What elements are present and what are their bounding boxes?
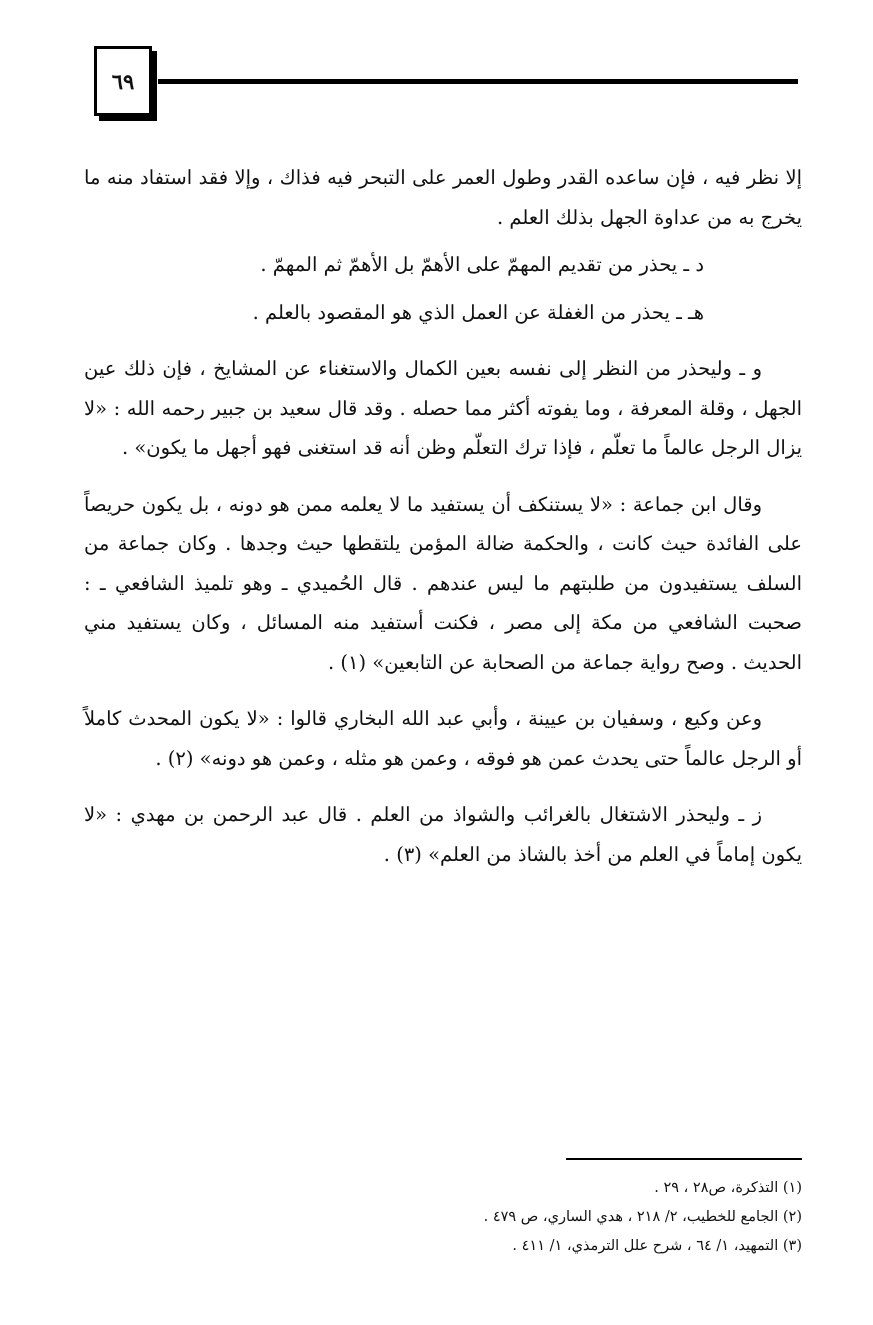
paragraph-7: ز ـ وليحذر الاشتغال بالغرائب والشواذ من العلم . قال عبد الرحمن بن مهدي : «لا يكون إماماً في العلم من أخذ بالشاذ من العلم» (٣) .: [84, 803, 802, 866]
paragraph-3: هـ ـ يحذر من الغفلة عن العمل الذي هو المقصود بالعلم .: [252, 300, 704, 324]
paragraph-2: د ـ يحذر من تقديم المهمّ على الأهمّ بل الأهمّ ثم المهمّ .: [260, 253, 704, 276]
footnote-2: (٢) الجامع للخطيب، ٢/ ٢١٨ ، هدي الساري، ص ٤٧٩ .: [483, 1209, 802, 1225]
paragraph-6: وعن وكيع ، وسفيان بن عيينة ، وأبي عبد الله البخاري قالوا : «لا يكون المحدث كاملاً أو الرجل عالماً حتى يحدث عمن هو فوقه ، وعمن هو مثله ، وعمن هو دونه» (٢) .: [84, 707, 802, 770]
main-text: [84, 158, 802, 874]
header-rule: [158, 79, 798, 84]
footnote-3: (٣) التمهيد، ١/ ٦٤ ، شرح علل الترمذي، ١/ ٤١١ .: [512, 1238, 802, 1254]
footnotes: [84, 1158, 802, 1261]
page-number: ٦٩: [111, 68, 135, 94]
paragraph-4: و ـ وليحذر من النظر إلى نفسه بعين الكمال والاستغناء عن المشايخ ، فإن ذلك عين الجهل ، وقلة المعرفة ، وما يفوته أكثر مما حصله . وقد قال سعيد بن جبير رحمه الله : «لا يزال الرجل عالماً ما تعلّم ، فإذا ترك التعلّم وظن أنه قد استغنى فهو أجهل ما يكون» .: [84, 357, 802, 459]
paragraph-1: إلا نظر فيه ، فإن ساعده القدر وطول العمر على التبحر فيه فذاك ، وإلا فقد استفاد منه ما يخرج به من عداوة الجهل بذلك العلم .: [84, 166, 802, 229]
paragraph-5: وقال ابن جماعة : «لا يستنكف أن يستفيد ما لا يعلمه ممن هو دونه ، بل يكون حريصاً على الفائدة حيث كانت ، والحكمة ضالة المؤمن يلتقطها حيث وجدها . وكان جماعة من السلف يستفيدون من طلبتهم ما ليس عندهم . قال الحُميدي ـ وهو تلميذ الشافعي ـ : صحبت الشافعي من مكة إلى مصر ، فكنت أستفيد منه المسائل ، وكان يستفيد مني الحديث . وصح رواية جماعة من الصحابة عن التابعين» (١) .: [84, 492, 802, 674]
page-header: [94, 46, 798, 126]
footnote-1: (١) التذكرة، ص٢٨ ، ٢٩ .: [654, 1180, 802, 1196]
footnote-list: [84, 1174, 802, 1261]
page-number-box: [94, 46, 152, 116]
footnote-rule: [566, 1158, 802, 1160]
